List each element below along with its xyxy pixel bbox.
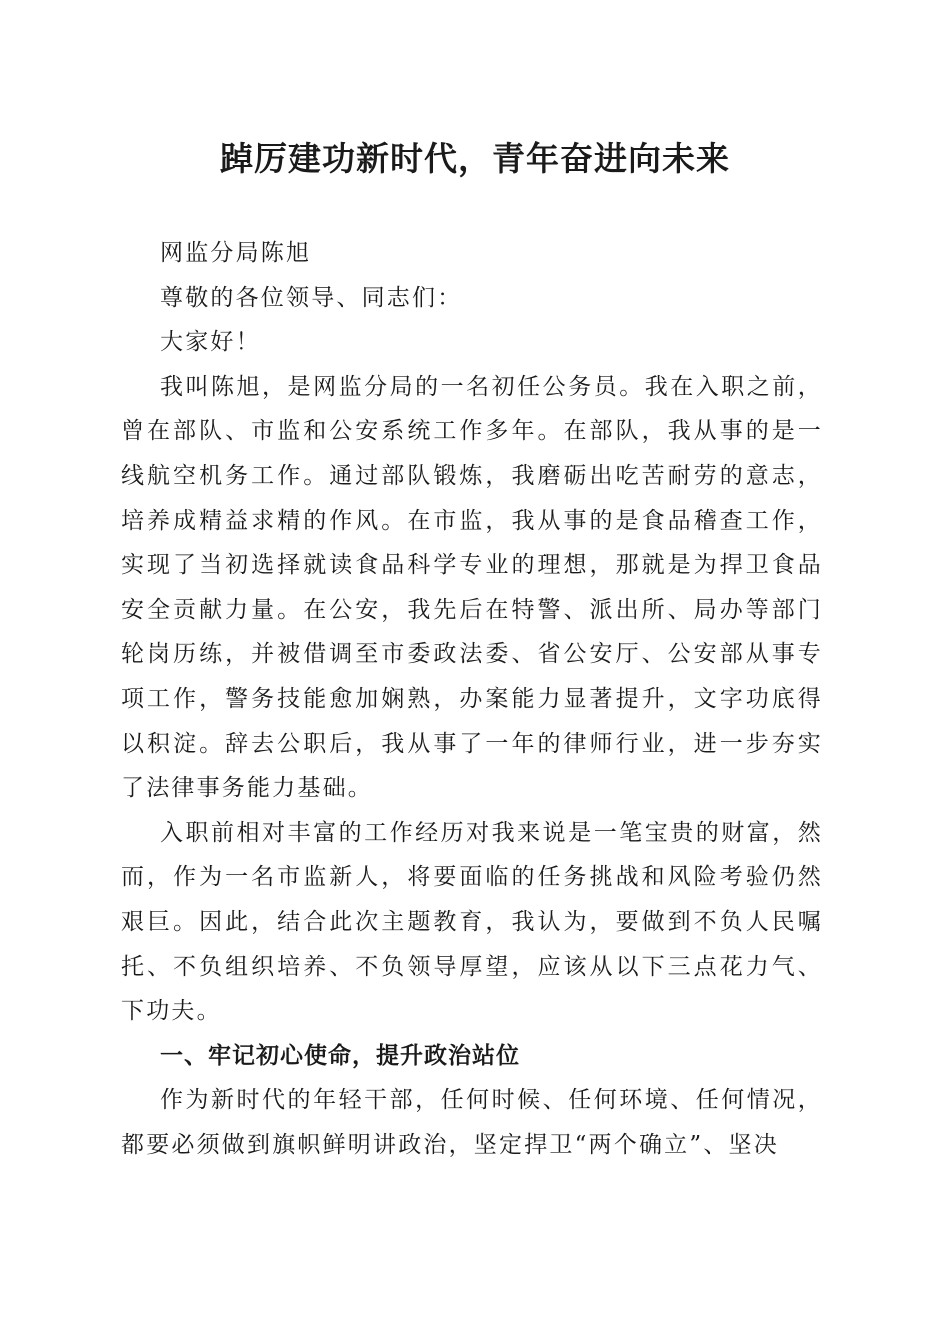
document-body (121, 231, 823, 1167)
paragraph-intro: 我叫陈旭，是网监分局的一名初任公务员。我在入职之前，曾在部队、市监和公安系统工作多年。在部队，我从事的是一线航空机务工作。通过部队锻炼，我磨砺出吃苦耐劳的意志，培养成精益求精的作风。在市监，我从事的是食品稽查工作，实现了当初选择就读食品科学专业的理想，那就是为捍卫食品安全贡献力量。在公安，我先后在特警、派出所、局办等部门轮岗历练，并被借调至市委政法委、省公安厅、公安部从事专项工作，警务技能愈加娴熟，办案能力显著提升，文字功底得以积淀。辞去公职后，我从事了一年的律师行业，进一步夯实了法律事务能力基础。 (121, 373, 823, 802)
section-heading: 一、牢记初心使命，提升政治站位 (160, 1042, 520, 1069)
author-line: 网监分局陈旭 (160, 240, 312, 266)
salutation: 尊敬的各位领导、同志们： (160, 284, 463, 311)
section-paragraph: 作为新时代的年轻干部，任何时候、任何环境、任何情况，都要必须做到旗帜鲜明讲政治，坚定捍卫“两个确立”、坚决 (121, 1087, 823, 1158)
greeting: 大家好！ (160, 329, 261, 356)
document-title: 踔厉建功新时代，青年奋进向未来 (220, 139, 730, 178)
paragraph-transition: 入职前相对丰富的工作经历对我来说是一笔宝贵的财富，然而，作为一名市监新人，将要面临的任务挑战和风险考验仍然艰巨。因此，结合此次主题教育，我认为，要做到不负人民嘱托、不负组织培养、不负领导厚望，应该从以下三点花力气、下功夫。 (121, 819, 823, 1025)
